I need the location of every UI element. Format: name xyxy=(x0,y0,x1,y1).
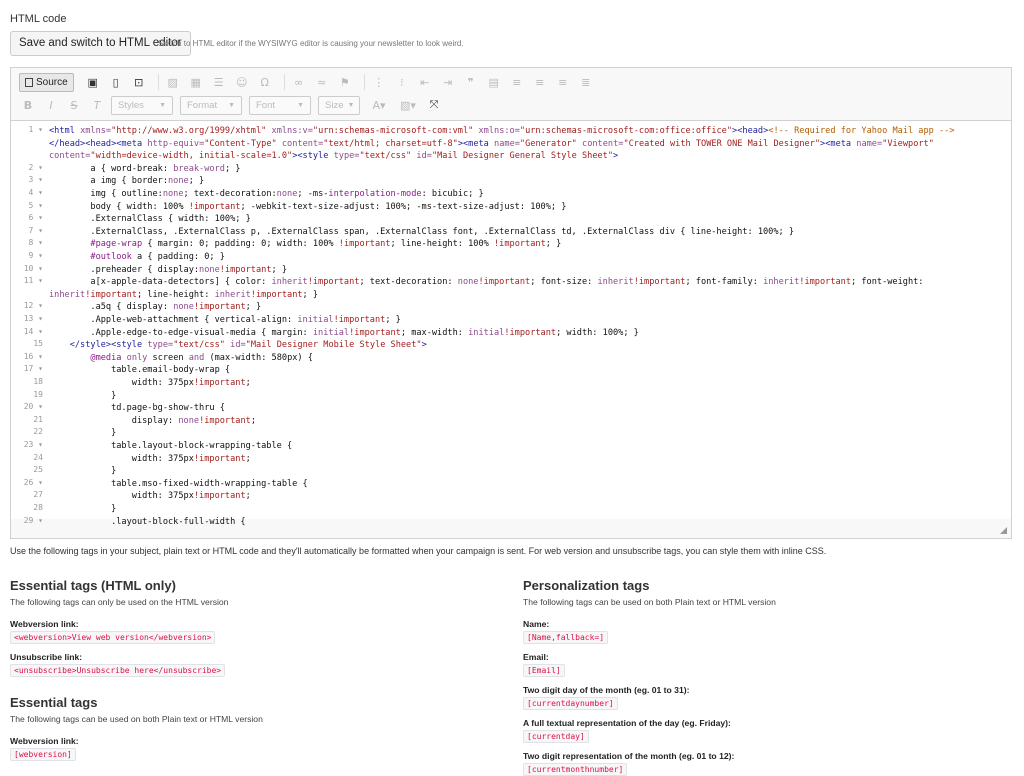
save-icon[interactable]: ▣ xyxy=(87,75,98,89)
line-number: 15 xyxy=(33,339,43,349)
image-icon[interactable]: ▨ xyxy=(167,75,178,89)
code-line: </head><head><meta http-equiv="Content-Type" content="text/html; charset=utf-8"><meta name="Generator" content="Created with TOWER ONE Mail Designer"><meta name="Viewport" xyxy=(49,138,934,149)
anchor-icon[interactable]: ⚑ xyxy=(339,75,350,89)
line-number: 28 xyxy=(33,503,43,512)
line-gutter xyxy=(11,121,47,525)
chevron-down-icon: ▼ xyxy=(228,101,235,109)
preview-icon[interactable]: ⊡ xyxy=(134,75,144,89)
toolbar-separator xyxy=(158,74,159,90)
line-number: 16 ▾ xyxy=(23,351,43,361)
line-number: 12 ▾ xyxy=(23,301,43,311)
source-button[interactable] xyxy=(19,73,74,92)
code-line: table.layout-block-wrapping-table { xyxy=(49,441,293,451)
div-icon[interactable]: ▤ xyxy=(488,75,499,89)
day-tag: [currentday] xyxy=(523,730,589,743)
personalization-desc: The following tags can be used on both Plain text or HTML version xyxy=(523,597,776,607)
line-number: 24 xyxy=(33,452,43,462)
line-number: 11 ▾ xyxy=(23,276,43,286)
line-number: 20 ▾ xyxy=(23,402,43,412)
styles-combo[interactable] xyxy=(111,96,173,115)
align-left-icon[interactable]: ≡ xyxy=(512,75,522,89)
code-line: .ExternalClass, .ExternalClass p, .ExternalClass span, .ExternalClass font, .ExternalClass td, .ExternalClass div { line-height: 100%; } xyxy=(49,226,795,237)
code-area[interactable] xyxy=(11,121,1011,527)
font-combo[interactable] xyxy=(249,96,311,115)
essential-html-desc: The following tags can only be used on the HTML version xyxy=(10,597,229,607)
styles-label: Styles xyxy=(118,99,144,111)
source-icon xyxy=(25,78,33,87)
monthnum-label: Two digit representation of the month (eg. 01 to 12): xyxy=(523,751,735,761)
special-char-icon[interactable]: Ω xyxy=(260,75,269,89)
toolbar-separator xyxy=(284,74,285,90)
code-line: } xyxy=(49,466,117,477)
code-line: } xyxy=(49,504,117,514)
line-number: 27 xyxy=(33,490,43,500)
line-number: 9 ▾ xyxy=(28,251,43,260)
daynum-tag: [currentdaynumber] xyxy=(523,697,618,710)
name-label: Name: xyxy=(523,619,550,629)
code-line: .Apple-web-attachment { vertical-align: initial!important; } xyxy=(49,315,401,325)
code-line: table.email-body-wrap { xyxy=(49,365,231,376)
code-line: } xyxy=(49,428,117,439)
toolbar-separator xyxy=(364,74,365,90)
essential-html-title: Essential tags (HTML only) xyxy=(10,578,176,593)
code-line: .a5q { display: none!important; } xyxy=(49,302,262,313)
line-number: 25 xyxy=(33,465,43,475)
line-number: 17 ▾ xyxy=(23,364,43,374)
align-justify-icon[interactable]: ≣ xyxy=(581,75,591,89)
day-label: A full textual representation of the day (eg. Friday): xyxy=(523,718,731,728)
essential-title: Essential tags xyxy=(10,695,98,710)
webversion-tag: [webversion] xyxy=(10,748,76,761)
code-line: .preheader { display:none!important; } xyxy=(49,264,288,275)
name-tag: [Name,fallback=] xyxy=(523,631,608,644)
monthnum-tag: [currentmonthnumber] xyxy=(523,763,627,776)
source-label: Source xyxy=(36,76,68,88)
personalization-title: Personalization tags xyxy=(523,578,650,593)
bold-icon[interactable]: B xyxy=(23,98,33,112)
code-line: <html xmlns="http://www.w3.org/1999/xhtml" xmlns:v="urn:schemas-microsoft-com:vml" xmlns:o="urn:schemas-microsoft-com:office:office"><head><!-- Required for Yahoo Mail app --> xyxy=(49,126,955,136)
line-number: 23 ▾ xyxy=(23,440,43,449)
editor-toolbar xyxy=(11,68,1011,121)
horizontal-line-icon[interactable]: ☰ xyxy=(213,75,224,89)
webversion-label: Webversion link: xyxy=(10,619,79,629)
save-note: Switch to HTML editor if the WYSIWYG editor is causing your newsletter to look weird. xyxy=(158,39,464,48)
code-line: td.page-bg-show-thru { xyxy=(49,403,225,414)
chevron-down-icon: ▼ xyxy=(159,101,166,109)
line-number: 21 xyxy=(33,414,43,424)
essential-html-section xyxy=(10,578,490,761)
numbered-list-icon[interactable]: ⋮ xyxy=(373,75,385,89)
text-color-icon[interactable]: A▾ xyxy=(372,98,386,112)
code-line: img { outline:none; text-decoration:none; -ms-interpolation-mode: bicubic; } xyxy=(49,189,484,199)
size-label: Size xyxy=(325,99,344,111)
line-number: 13 ▾ xyxy=(23,314,43,323)
line-number: 4 ▾ xyxy=(28,188,43,197)
line-number: 14 ▾ xyxy=(23,326,43,336)
essential-desc: The following tags can be used on both Plain text or HTML version xyxy=(10,714,263,724)
code-line: .layout-block-full-width { xyxy=(49,516,246,527)
align-right-icon[interactable]: ≡ xyxy=(558,75,568,89)
table-icon[interactable]: ▦ xyxy=(190,75,201,89)
chevron-down-icon: ▼ xyxy=(347,101,355,109)
code-line: table.mso-fixed-width-wrapping-table { xyxy=(49,478,308,489)
email-tag: [Email] xyxy=(523,664,565,677)
code-line: @media only screen and (max-width: 580px) { xyxy=(90,352,313,363)
webversion-html-tag: <webversion>View web version</webversion> xyxy=(10,631,215,644)
line-number: 3 ▾ xyxy=(28,175,43,185)
blockquote-icon[interactable]: ❞ xyxy=(467,75,474,89)
line-number: 22 xyxy=(33,427,43,437)
line-number: 19 xyxy=(33,389,43,399)
outdent-icon[interactable]: ⇤ xyxy=(420,75,430,89)
resize-handle[interactable] xyxy=(1000,527,1007,534)
line-number: 8 ▾ xyxy=(28,238,43,248)
line-number: 26 ▾ xyxy=(23,477,43,487)
code-line: a img { border:none; } xyxy=(49,176,205,187)
indent-icon[interactable]: ⇥ xyxy=(443,75,453,89)
section-title: HTML code xyxy=(10,13,67,25)
background-color-icon[interactable]: ▧▾ xyxy=(400,98,416,112)
line-number: 10 ▾ xyxy=(23,263,43,273)
line-number: 2 ▾ xyxy=(28,162,43,172)
size-combo[interactable] xyxy=(318,96,360,115)
line-number: 29 ▾ xyxy=(23,515,43,525)
line-number: 7 ▾ xyxy=(28,225,43,235)
format-label: Format xyxy=(187,99,218,111)
tags-intro: Use the following tags in your subject, plain text or HTML code and they'll automatically be formatted when your campaign is sent. For web version and unsubscribe tags, you can style them with inline CSS. xyxy=(10,546,827,556)
italic-icon[interactable]: I xyxy=(49,98,53,112)
new-page-icon[interactable]: ▯ xyxy=(112,75,119,89)
smiley-icon[interactable]: ☺ xyxy=(235,75,248,89)
code-line: </style><style type="text/css" id="Mail Designer Mobile Style Sheet"> xyxy=(69,340,427,351)
align-center-icon[interactable]: ≡ xyxy=(535,75,545,89)
code-line: width: 375px!important; xyxy=(49,378,251,388)
code-line: width: 375px!important; xyxy=(49,491,251,502)
link-icon[interactable]: ∞ xyxy=(294,75,304,89)
code-line: inherit!important; line-height: inherit!important; } xyxy=(49,289,319,300)
code-line: .ExternalClass { width: 100%; } xyxy=(49,214,251,225)
webversion-plain-label: Webversion link: xyxy=(10,736,79,746)
personalization-section xyxy=(523,578,1003,776)
maximize-icon[interactable]: ⤧ xyxy=(429,98,439,111)
line-number: 5 ▾ xyxy=(28,200,43,210)
code-line: } xyxy=(49,390,117,401)
line-number: 1 ▾ xyxy=(28,125,43,134)
strikethrough-icon[interactable]: S xyxy=(70,98,78,112)
code-line: #outlook a { padding: 0; } xyxy=(90,252,225,262)
unsubscribe-label: Unsubscribe link: xyxy=(10,652,83,662)
daynum-label: Two digit day of the month (eg. 01 to 31): xyxy=(523,685,690,695)
line-number: 6 ▾ xyxy=(28,213,43,223)
code-line: .Apple-edge-to-edge-visual-media { margin: initial!important; max-width: initial!important; width: 100%; } xyxy=(49,327,639,338)
code-line: body { width: 100% !important; -webkit-text-size-adjust: 100%; -ms-text-size-adjust: 100%; } xyxy=(49,201,567,212)
code-line: display: none!important; xyxy=(49,415,256,426)
format-combo[interactable] xyxy=(180,96,242,115)
font-label: Font xyxy=(256,99,276,111)
save-and-switch-button[interactable]: Save and switch to HTML editor xyxy=(10,31,191,56)
code-line: #page-wrap { margin: 0; padding: 0; width: 100% !important; line-height: 100% !important; } xyxy=(90,239,562,250)
code-line: a { word-break: break-word; } xyxy=(49,163,241,174)
bulleted-list-icon[interactable]: ⁝ xyxy=(399,75,404,89)
email-label: Email: xyxy=(523,652,549,662)
code-line: a[x-apple-data-detectors] { color: inherit!important; text-decoration: none!important; font-size: inherit!important; font-family: inherit!important; font-weight: xyxy=(49,277,924,288)
unsubscribe-html-tag: <unsubscribe>Unsubscribe here</unsubscribe> xyxy=(10,664,225,677)
remove-format-icon[interactable]: T xyxy=(93,98,101,112)
unlink-icon[interactable]: ≈ xyxy=(317,75,327,89)
line-number: 18 xyxy=(33,377,43,386)
chevron-down-icon: ▼ xyxy=(297,101,304,109)
code-line: width: 375px!important; xyxy=(49,453,251,464)
code-line: content="width=device-width, initial-scale=1.0"><style type="text/css" id="Mail Designer General Style Sheet"> xyxy=(49,151,619,162)
html-editor xyxy=(10,67,1012,539)
